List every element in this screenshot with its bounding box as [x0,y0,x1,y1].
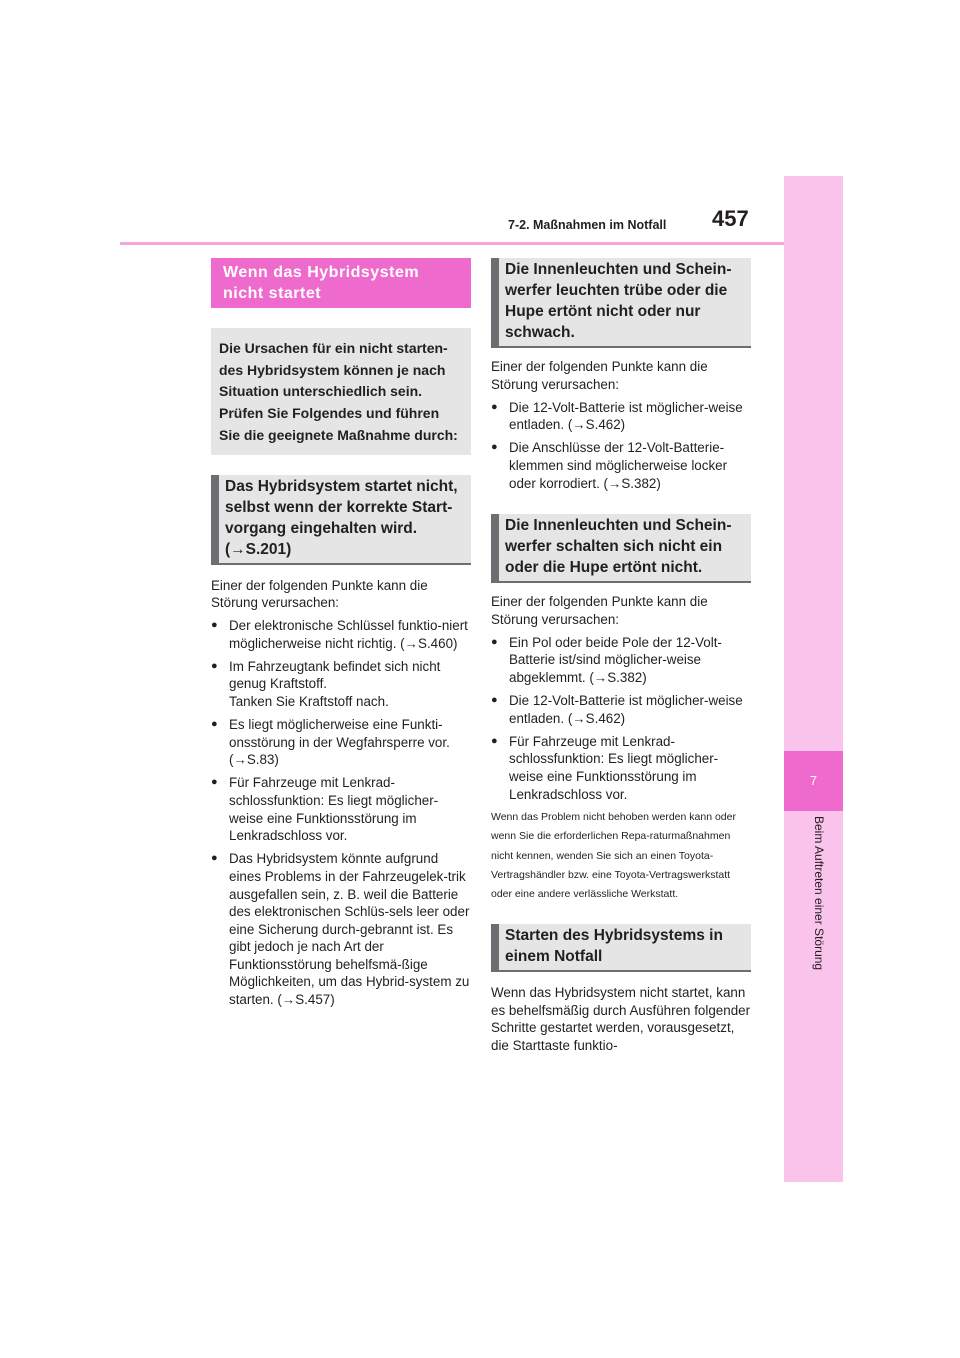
section-title-box: Wenn das Hybridsystem nicht startet [211,258,471,308]
list-item: ● Für Fahrzeuge mit Lenkrad-schlossfunktion: Es liegt möglicher-weise eine Funktionsstörung im Lenkradschloss vor. [491,733,751,803]
chapter-number: 7 [784,751,843,811]
cause-list [491,399,751,492]
intro-text: Einer der folgenden Punkte kann die Störung verursachen: [491,359,708,392]
note-text: Wenn das Problem nicht behoben werden kann oder wenn Sie die erforderlichen Repa-raturmaßnahmen nicht kennen, wenden Sie sich an einen Toyota-Vertragshändler bzw. eine Toyota-Vertragswerkstatt oder eine andere verlässliche Werkstatt. [491,811,736,900]
right-column [491,258,751,1055]
chapter-side-tab [784,176,843,1182]
list-item: ● Für Fahrzeuge mit Lenkrad-schlossfunktion: Es liegt möglicher-weise eine Funktionsstörung im Lenkradschloss vor. [211,774,471,844]
intro-box: Die Ursachen für ein nicht starten-des Hybridsystem können je nach Situation unterschiedlich sein. Prüfen Sie Folgendes und führen Sie die geeignete Maßnahme durch: [211,328,471,455]
list-item: ● Die 12-Volt-Batterie ist möglicher-weise entladen. (→S.462) [491,399,751,434]
list-item: ● Das Hybridsystem könnte aufgrund eines Problems in der Fahrzeugelek-trik ausgefallen sein, z. B. weil die Batterie des elektronischen Schlüs-sels leer oder eine Sicherung durch-gebrannt ist. Es gibt jedoch je nach Art der Funktionsstörung behelfsmä-ßige Möglichkeiten, um das Hybrid-system zu starten. (→S.457) [211,850,471,1008]
cause-list [491,634,751,803]
subheading-no-lights: Die Innenleuchten und Schein-werfer schalten sich nicht ein oder die Hupe ertönt nicht. [491,514,751,583]
cause-list [211,617,471,1008]
list-item: ● Im Fahrzeugtank befindet sich nicht genug Kraftstoff. Tanken Sie Kraftstoff nach. [211,658,471,711]
section-reference: 7-2. Maßnahmen im Notfall [508,218,667,232]
chapter-title: Beim Auftreten einer Störung [812,816,826,971]
list-item: ● Es liegt möglicherweise eine Funkti-onsstörung in der Wegfahrsperre vor. (→S.83) [211,716,471,769]
body-text: Wenn das Hybridsystem nicht startet, kann es behelfsmäßig durch Ausführen folgender Schritte gestartet werden, vorausgesetzt, die Starttaste funktio- [491,985,751,1053]
page-number: 457 [712,206,749,231]
intro-text: Einer der folgenden Punkte kann die Störung verursachen: [211,577,428,611]
subheading-emergency-start: Starten des Hybridsystems in einem Notfall [491,924,751,972]
subheading-dim-lights: Die Innenleuchten und Schein-werfer leuchten trübe oder die Hupe ertönt nicht oder nur schwach. [491,258,751,348]
list-item: ● Die 12-Volt-Batterie ist möglicher-weise entladen. (→S.462) [491,692,751,727]
subheading-start-fails: Das Hybridsystem startet nicht, selbst wenn der korrekte Start-vorgang eingehalten wird. (→S.201) [211,475,471,565]
intro-text: Einer der folgenden Punkte kann die Störung verursachen: [491,594,708,627]
list-item: ● Der elektronische Schlüssel funktio-niert möglicherweise nicht richtig. (→S.460) [211,617,471,652]
list-item: ● Ein Pol oder beide Pole der 12-Volt-Batterie ist/sind möglicher-weise abgeklemmt. (→S.382) [491,634,751,687]
left-column [211,258,471,1009]
list-item: ● Die Anschlüsse der 12-Volt-Batterie-klemmen sind möglicherweise locker oder korrodiert. (→S.382) [491,439,751,492]
header-rule [120,242,784,245]
